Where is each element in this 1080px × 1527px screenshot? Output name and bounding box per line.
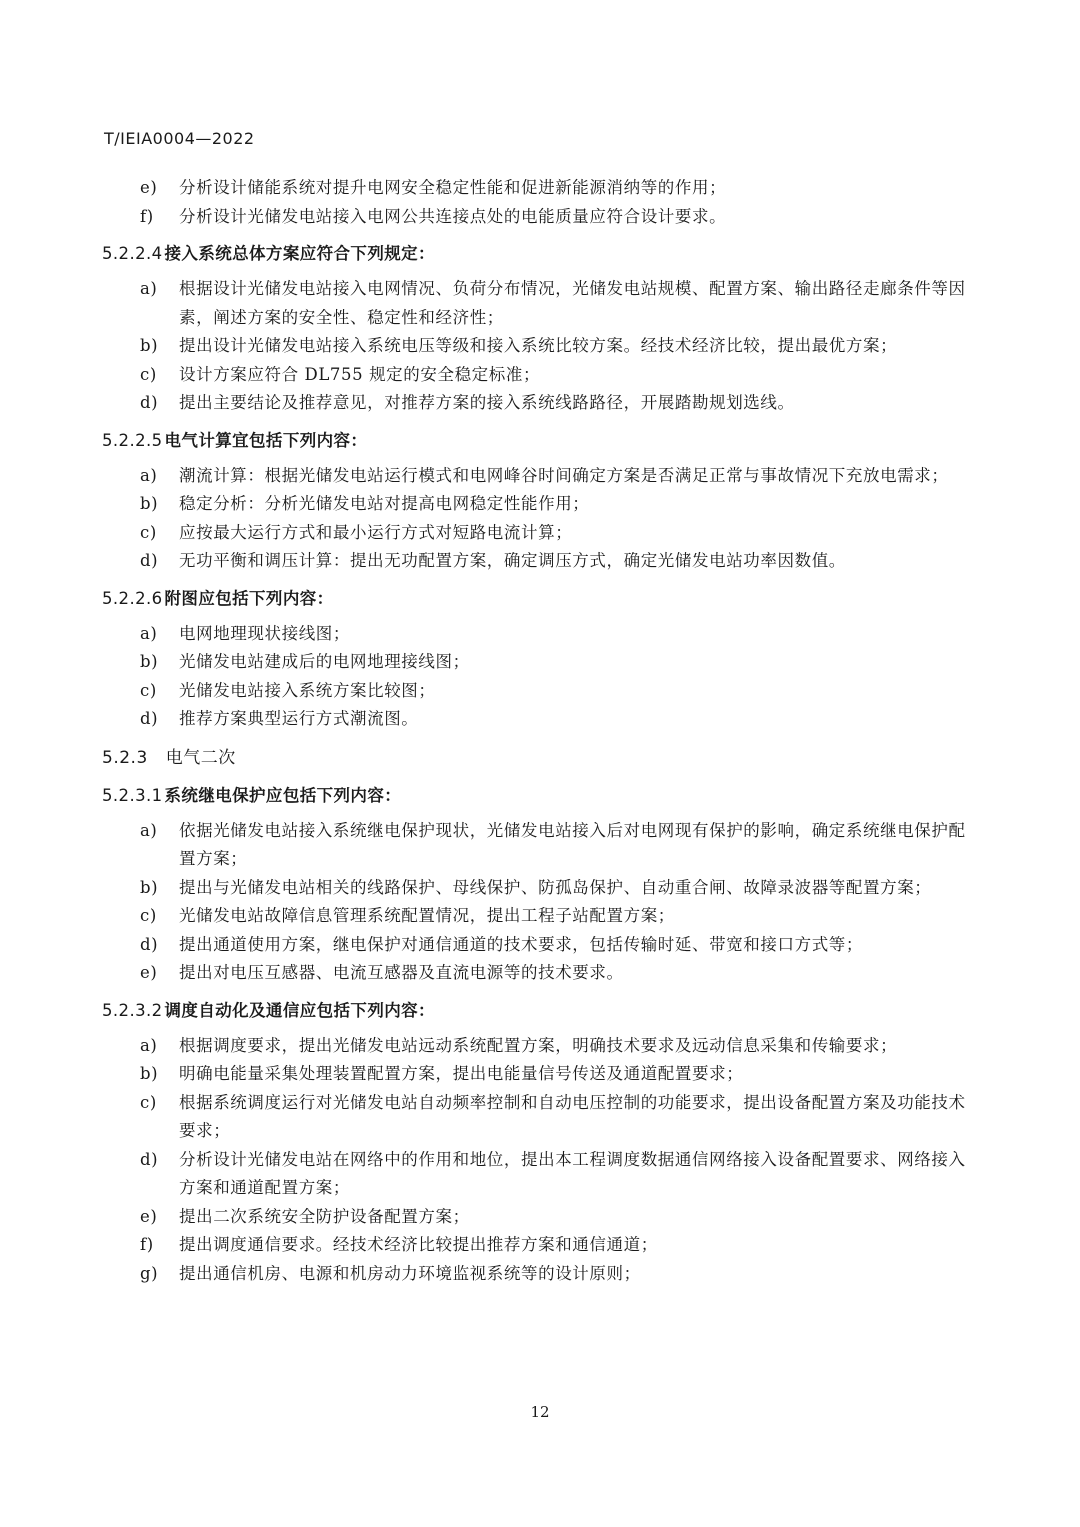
list-item-text: 应按最大运行方式和最小运行方式对短路电流计算； [179, 522, 573, 542]
list-item-text: 依据光储发电站接入系统继电保护现状，光储发电站接入后对电网现有保护的影响，确定系统继电保护配置方案； [179, 820, 966, 868]
list-item-text: 根据设计光储发电站接入电网情况、负荷分布情况，光储发电站规模、配置方案、输出路径走廊条件等因素，阐述方案的安全性、稳定性和经济性； [179, 279, 966, 327]
page-number: 12 [530, 1403, 550, 1421]
list-item-marker: d) [140, 1149, 159, 1169]
list-item [102, 817, 972, 874]
list-item-text: 提出通信机房、电源和机房动力环境监视系统等的设计原则； [179, 1263, 641, 1283]
list-item [102, 389, 972, 418]
list-item-marker: a) [140, 623, 158, 643]
clause-title: 调度自动化及通信应包括下列内容： [164, 1000, 435, 1020]
list-item [102, 174, 972, 203]
list-item-marker: b) [140, 336, 159, 355]
list-item-marker: e) [140, 963, 158, 982]
list-item [102, 902, 972, 931]
list-item-marker: d) [140, 551, 159, 570]
list-item [102, 361, 972, 390]
list-item-marker: b) [140, 877, 159, 897]
list-item-marker: c) [140, 522, 157, 542]
list-item-marker: f) [140, 206, 154, 226]
list-item-marker: c) [140, 906, 157, 925]
list-item-text: 根据系统调度运行对光储发电站自动频率控制和自动电压控制的功能要求，提出设备配置方案及功能技术要求； [179, 1092, 966, 1140]
clause-heading [102, 427, 972, 455]
list-item-text: 推荐方案典型运行方式潮流图。 [179, 709, 419, 728]
list-item-marker: c) [140, 364, 157, 384]
clause-title: 电气计算宜包括下列内容： [164, 430, 368, 450]
list-item [102, 547, 972, 576]
list-item-text: 分析设计光储发电站接入电网公共连接点处的电能质量应符合设计要求。 [179, 206, 727, 226]
list-item-text: 提出主要结论及推荐意见，对推荐方案的接入系统线路路径，开展踏勘规划选线。 [179, 393, 795, 412]
document-code: T/IEIA0004—2022 [104, 129, 255, 148]
list-item [102, 332, 972, 361]
clause-title: 系统继电保护应包括下列内容： [164, 785, 402, 805]
list-item-marker: a) [140, 1035, 158, 1055]
list-item-text: 根据调度要求，提出光储发电站远动系统配置方案，明确技术要求及远动信息采集和传输要求； [179, 1035, 898, 1055]
list-item [102, 490, 972, 519]
section-heading [102, 744, 972, 772]
list-item-marker: c) [140, 680, 157, 700]
list-item-marker: e) [140, 1206, 158, 1226]
clause-number: 5.2.2.4 [102, 244, 163, 263]
clause-title: 接入系统总体方案应符合下列规定： [164, 244, 435, 263]
clause-number: 5.2.2.5 [102, 430, 163, 450]
clause-heading [102, 997, 972, 1025]
section-title: 电气二次 [165, 747, 236, 768]
list-item-marker: a) [140, 820, 158, 840]
list-item [102, 620, 972, 649]
list-item-marker: c) [140, 1092, 157, 1112]
clause-number: 5.2.3.2 [102, 1000, 163, 1020]
list-item-marker: d) [140, 393, 159, 412]
list-item-marker: b) [140, 1064, 159, 1083]
list-item-text: 提出与光储发电站相关的线路保护、母线保护、防孤岛保护、自动重合闸、故障录波器等配置方案； [179, 877, 932, 897]
list-item-marker: g) [140, 1263, 159, 1283]
list-item [102, 931, 972, 960]
list-item [102, 1260, 972, 1289]
clause-heading [102, 585, 972, 613]
list-item-marker: d) [140, 934, 159, 954]
list-item [102, 1032, 972, 1061]
list-item [102, 1231, 972, 1260]
list-item [102, 1203, 972, 1232]
list-item [102, 677, 972, 706]
list-item-text: 分析设计储能系统对提升电网安全稳定性能和促进新能源消纳等的作用； [179, 178, 727, 197]
list-item-text: 提出对电压互感器、电流互感器及直流电源等的技术要求。 [179, 963, 624, 982]
clause-heading [102, 782, 972, 810]
list-item-marker: a) [140, 465, 158, 485]
list-item-text: 无功平衡和调压计算：提出无功配置方案，确定调压方式，确定光储发电站功率因数值。 [179, 551, 846, 570]
document-body [102, 174, 972, 1288]
list-item [102, 648, 972, 677]
clause-heading [102, 240, 972, 268]
list-item [102, 203, 972, 232]
clause-number: 5.2.3.1 [102, 785, 163, 805]
clause-title: 附图应包括下列内容： [164, 588, 334, 608]
list-item-marker: f) [140, 1235, 154, 1254]
list-item-text: 明确电能量采集处理装置配置方案，提出电能量信号传送及通道配置要求； [179, 1064, 744, 1083]
list-item-marker: b) [140, 494, 159, 513]
list-item-text: 潮流计算：根据光储发电站运行模式和电网峰谷时间确定方案是否满足正常与事故情况下充放电需求； [179, 465, 949, 485]
list-item [102, 959, 972, 988]
list-item-text: 分析设计光储发电站在网络中的作用和地位，提出本工程调度数据通信网络接入设备配置要求、网络接入方案和通道配置方案； [179, 1149, 966, 1197]
list-item [102, 1146, 972, 1203]
list-item-text: 电网地理现状接线图； [179, 623, 350, 643]
list-item [102, 462, 972, 491]
list-item [102, 1060, 972, 1089]
list-item-text: 设计方案应符合 DL755 规定的安全稳定标准； [179, 364, 541, 384]
list-item-marker: e) [140, 178, 158, 197]
list-item-text: 提出调度通信要求。经技术经济比较提出推荐方案和通信通道； [179, 1235, 658, 1254]
list-item [102, 874, 972, 903]
list-item-marker: d) [140, 709, 159, 728]
list-item [102, 1089, 972, 1146]
list-item-text: 光储发电站故障信息管理系统配置情况，提出工程子站配置方案； [179, 906, 675, 925]
list-item-marker: b) [140, 652, 159, 671]
list-item-text: 提出通道使用方案，继电保护对通信通道的技术要求，包括传输时延、带宽和接口方式等； [179, 934, 863, 954]
list-item [102, 275, 972, 332]
list-item [102, 705, 972, 734]
list-item-marker: a) [140, 279, 158, 298]
list-item-text: 提出设计光储发电站接入系统电压等级和接入系统比较方案。经技术经济比较，提出最优方案； [179, 336, 898, 355]
list-item-text: 光储发电站建成后的电网地理接线图； [179, 652, 470, 671]
section-number: 5.2.3 [102, 747, 148, 768]
list-item-text: 提出二次系统安全防护设备配置方案； [179, 1206, 470, 1226]
clause-number: 5.2.2.6 [102, 588, 163, 608]
list-item-text: 光储发电站接入系统方案比较图； [179, 680, 436, 700]
list-item-text: 稳定分析：分析光储发电站对提高电网稳定性能作用； [179, 494, 590, 513]
list-item [102, 519, 972, 548]
